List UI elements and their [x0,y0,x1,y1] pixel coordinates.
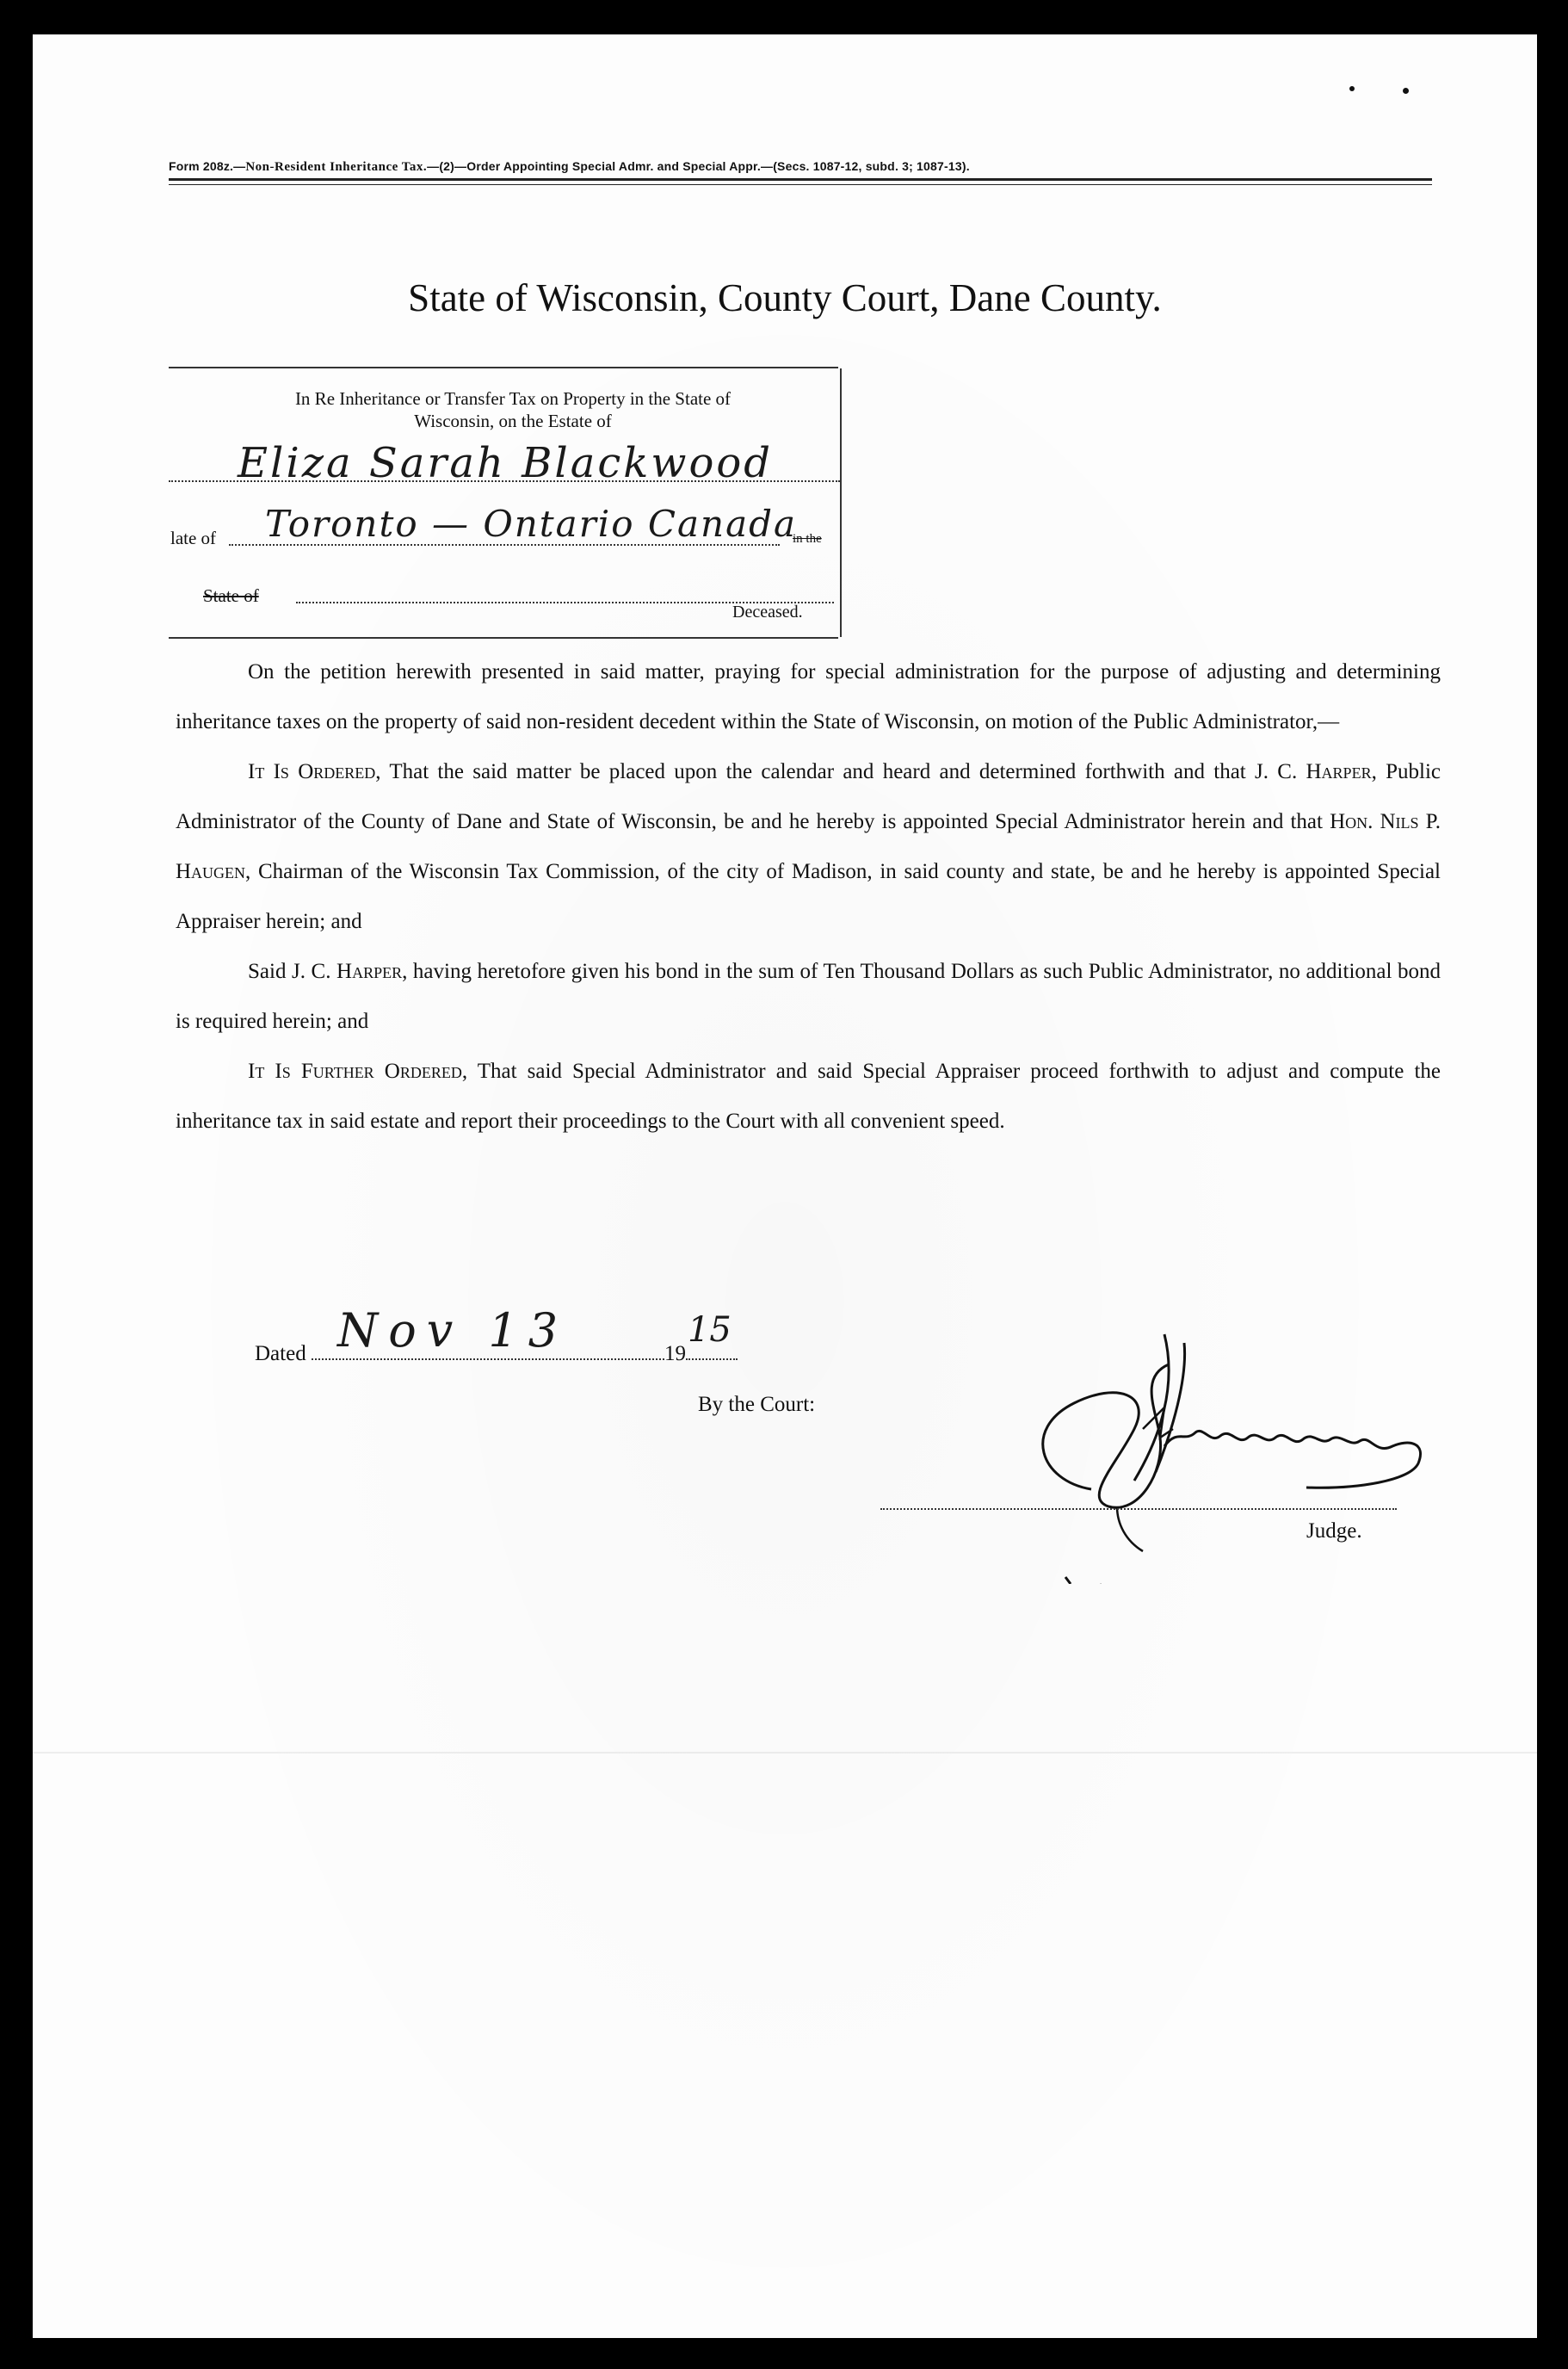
caption-intro-line-1: In Re Inheritance or Transfer Tax on Property in the State of [294,388,732,409]
dated-row [255,1303,738,1366]
order-body [176,647,1441,1147]
header-rule [169,178,1432,181]
in-the-label: in the [793,532,822,546]
paragraph-petition: On the petition herewith presented in said matter, praying for special administration for the purpose of adjusting and determining inheritance taxes on the property of said non-resident decedent within the State of Wisconsin, on motion of the Public Administrator,— [176,660,1441,733]
case-caption [169,334,836,644]
judge-label: Judge. [1306,1519,1362,1543]
signature-line [880,1508,1397,1510]
form-title: Non-Resident Inheritance Tax. [245,160,428,174]
court-title: State of Wisconsin, County Court, Dane County. [408,276,1162,319]
form-number: Form 208z.— [169,159,246,173]
form-description: —(2)—Order Appointing Special Admr. and Special Appr.—(Secs. 1087-12, subd. 3; 1087-13). [427,159,970,173]
date-line [312,1303,664,1360]
year-prefix: 19 [664,1342,686,1365]
dated-label: Dated [255,1342,306,1365]
caption-intro-line-2: Wisconsin, on the Estate of [414,411,612,431]
late-of-label: late of [170,528,217,548]
caption-bottom-rule [169,637,838,639]
paper-fold [33,1752,1537,1754]
late-of-handwritten: Toronto — Ontario Canada [265,503,798,545]
svg-text:A. G. Zimmerman: A. G. Zimmerman [988,1326,995,1327]
paragraph-ordered: It Is Ordered, That the said matter be placed upon the calendar and heard and determined forthwith and that J. C. Harper, Public Administrator of the County of Dane and State of Wisconsin, be and he hereby is appointed Special Administrator herein and that Hon. Nils P. Haugen, Chairman of the Wisconsin Tax Commission, of the city of Madison, in said county and state, be and he hereby is appointed Special Appraiser herein; and [176,760,1441,933]
year-handwritten: 15 [687,1310,732,1350]
scan-speck [1349,86,1355,91]
caption-intro [169,387,857,432]
it-is-further-ordered: It Is Further Ordered, [248,1060,468,1083]
document-page [33,34,1537,2338]
judge-signature [988,1326,1504,1584]
caption-top-rule [169,367,838,368]
form-header [169,159,1434,175]
estate-name-handwritten: Eliza Sarah Blackwood [238,439,773,487]
state-of-label: State of [203,585,259,606]
paragraph-bond: Said J. C. Harper, having heretofore given his bond in the sum of Ten Thousand Dollars as such Public Administrator, no additional bond is required herein; and [176,960,1441,1033]
paragraph-further-ordered: It Is Further Ordered, That said Special Administrator and said Special Appraiser proceed forthwith to adjust and compute the inheritance tax in said estate and report their proceedings to the Court with all convenient speed. [176,1060,1441,1133]
by-the-court: By the Court: [698,1393,816,1416]
date-handwritten: Nov 13 [336,1303,569,1358]
it-is-ordered: It Is Ordered, [248,760,381,783]
deceased-label: Deceased. [732,603,803,622]
header-rule-thin [169,184,1432,185]
scan-speck [1403,88,1409,94]
year-line [686,1310,738,1360]
